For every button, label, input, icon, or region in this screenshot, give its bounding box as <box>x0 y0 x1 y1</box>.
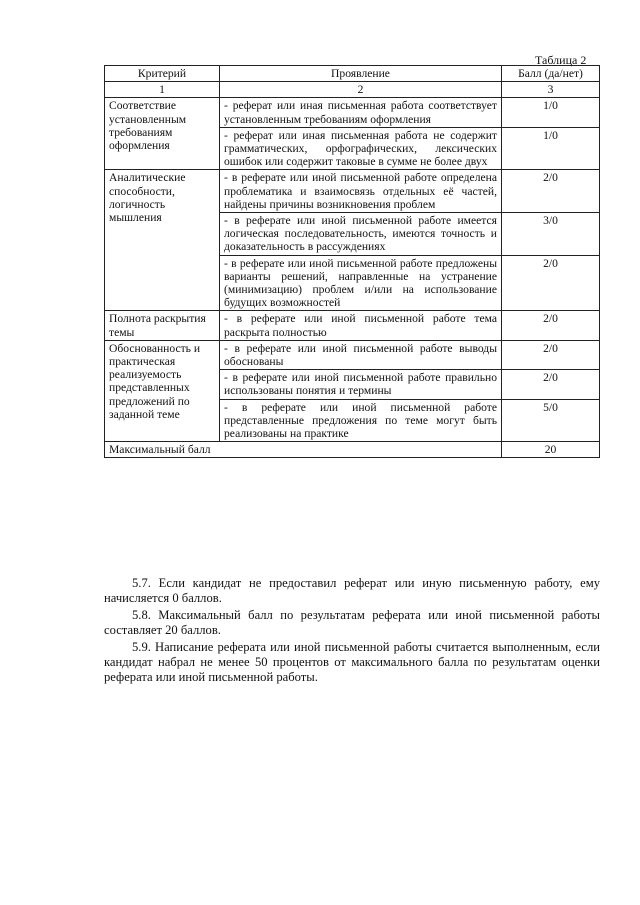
score-cell: 2/0 <box>502 340 600 369</box>
table-row <box>105 170 600 213</box>
column-number: 3 <box>502 82 600 98</box>
manifestation-cell: - в реферате или иной письменной работе определена проблематика и взаимосвязь отдельных её частей, найдены причины возникновения проблем <box>220 170 502 213</box>
criterion-cell: Аналитические способности, логичность мышления <box>105 170 220 311</box>
table-caption: Таблица 2 <box>535 53 587 67</box>
manifestation-cell: - в реферате или иной письменной работе выводы обоснованы <box>220 340 502 369</box>
criterion-cell: Соответствие установленным требованиям оформления <box>105 98 220 170</box>
score-cell: 1/0 <box>502 98 600 127</box>
score-cell: 2/0 <box>502 370 600 399</box>
max-score-value: 20 <box>502 442 600 458</box>
score-cell: 2/0 <box>502 170 600 213</box>
manifestation-cell: - в реферате или иной письменной работе представленные предложения по теме могут быть реализованы на практике <box>220 399 502 442</box>
header-manifestation: Проявление <box>220 66 502 82</box>
score-cell: 2/0 <box>502 255 600 311</box>
table-row <box>105 98 600 127</box>
criterion-cell: Полнота раскрытия темы <box>105 311 220 340</box>
header-score: Балл (да/нет) <box>502 66 600 82</box>
paragraph-5-7: 5.7. Если кандидат не предоставил реферат или иную письменную работу, ему начисляется 0 баллов. <box>104 576 600 606</box>
manifestation-cell: - в реферате или иной письменной работе правильно использованы понятия и термины <box>220 370 502 399</box>
paragraph-5-8: 5.8. Максимальный балл по результатам реферата или иной письменной работы составляет 20 баллов. <box>104 608 600 638</box>
table-row <box>105 340 600 369</box>
score-cell: 3/0 <box>502 213 600 256</box>
manifestation-cell: - в реферате или иной письменной работе предложены варианты решений, направленные на устранение (минимизацию) проблем и/или на использование будущих возможностей <box>220 255 502 311</box>
score-cell: 2/0 <box>502 311 600 340</box>
column-number-row <box>105 82 600 98</box>
manifestation-cell: - в реферате или иной письменной работе тема раскрыта полностью <box>220 311 502 340</box>
paragraph-5-9: 5.9. Написание реферата или иной письменной работы считается выполненным, если кандидат набрал не менее 50 процентов от максимального балла по результатам оценки реферата или иной письменной работы. <box>104 640 600 685</box>
header-row <box>105 66 600 82</box>
manifestation-cell: - реферат или иная письменная работа соответствует установленным требованиям оформления <box>220 98 502 127</box>
max-score-row <box>105 442 600 458</box>
score-cell: 5/0 <box>502 399 600 442</box>
manifestation-cell: - в реферате или иной письменной работе имеется логическая последовательность, имеются точность и доказательность в рассуждениях <box>220 213 502 256</box>
column-number: 1 <box>105 82 220 98</box>
criteria-table <box>104 65 600 458</box>
manifestation-cell: - реферат или иная письменная работа не содержит грамматических, орфографических, лексических ошибок или содержит таковые в сумме не более двух <box>220 127 502 170</box>
column-number: 2 <box>220 82 502 98</box>
score-cell: 1/0 <box>502 127 600 170</box>
table-row <box>105 311 600 340</box>
criterion-cell: Обоснованность и практическая реализуемость представленных предложений по заданной теме <box>105 340 220 441</box>
header-criterion: Критерий <box>105 66 220 82</box>
max-score-label: Максимальный балл <box>105 442 502 458</box>
